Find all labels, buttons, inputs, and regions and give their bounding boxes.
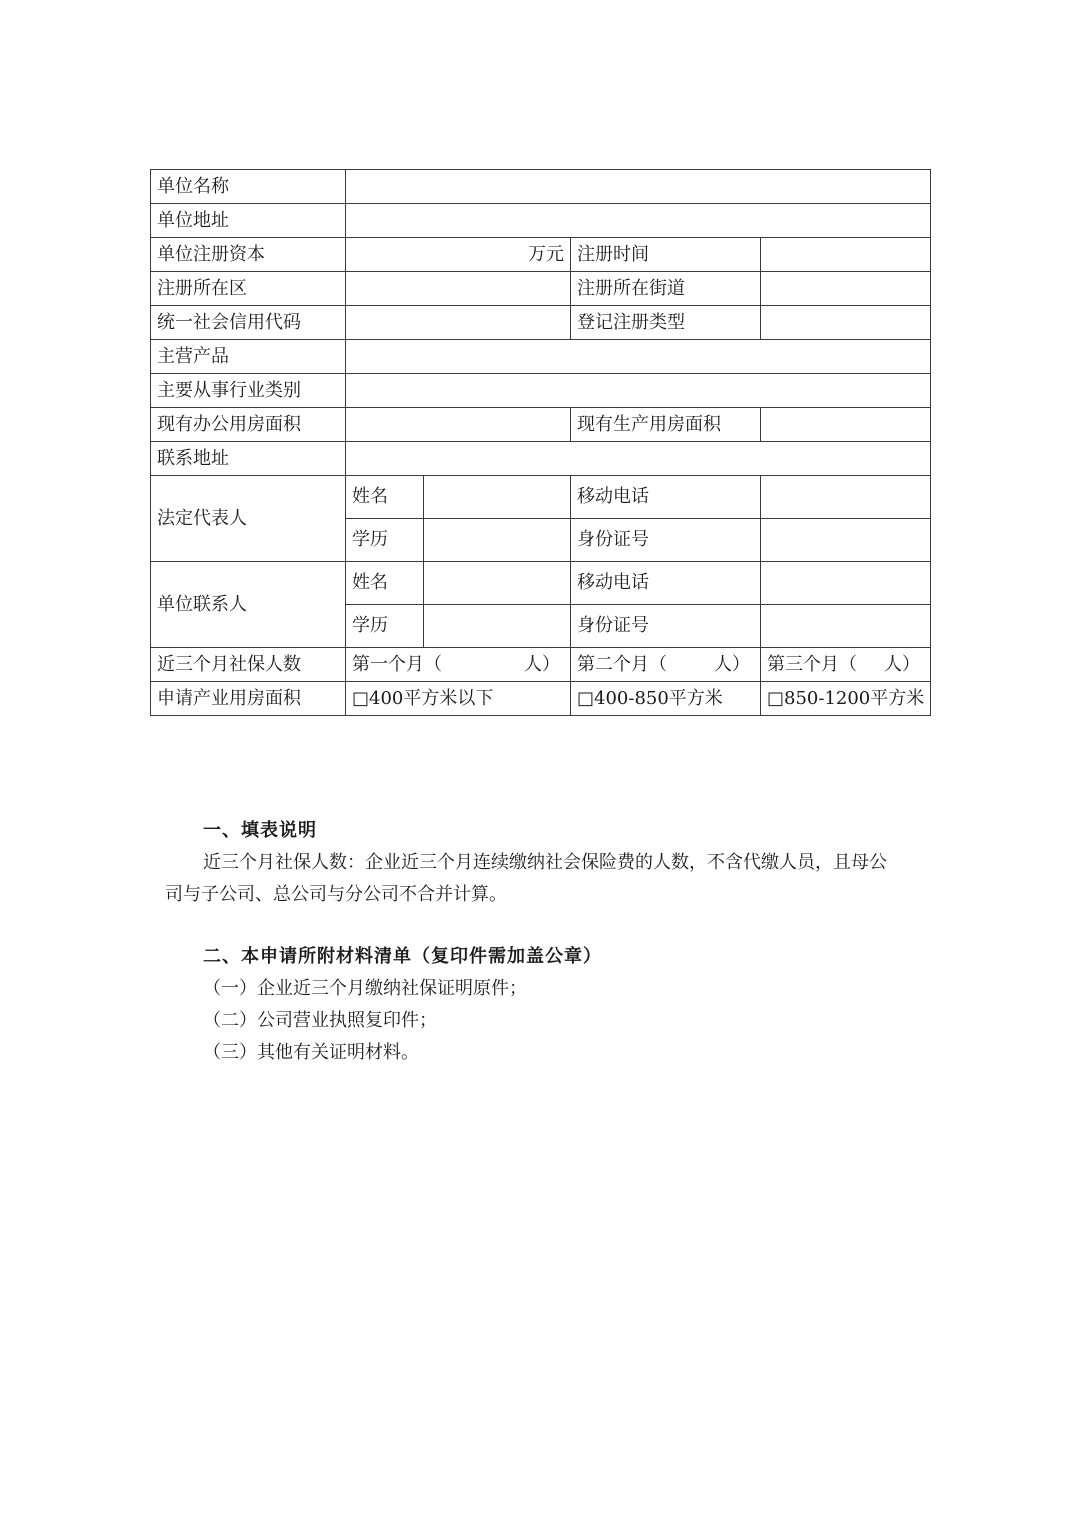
contact-mobile-label: 移动电话	[571, 562, 761, 605]
credit-code-label: 统一社会信用代码	[151, 306, 346, 340]
production-area-label: 现有生产用房面积	[571, 408, 761, 442]
month2-field[interactable]	[571, 648, 761, 682]
area-option-2-checkbox[interactable]: □400-850平方米	[571, 682, 761, 716]
list-item: （一）企业近三个月缴纳社保证明原件；	[203, 978, 527, 999]
capital-unit-label: 万元	[528, 243, 564, 265]
unit-address-label: 单位地址	[151, 204, 346, 238]
month2-label: 第二个月（	[577, 653, 667, 675]
area-option-3-checkbox[interactable]: □850-1200平方米	[761, 682, 931, 716]
table-row	[151, 340, 931, 374]
legal-rep-education-label: 学历	[346, 519, 424, 562]
main-products-label: 主营产品	[151, 340, 346, 374]
month3-field[interactable]	[761, 648, 931, 682]
notes-section	[165, 815, 925, 1069]
list-item: （三）其他有关证明材料。	[203, 1042, 419, 1063]
contact-name-label: 姓名	[346, 562, 424, 605]
legal-rep-id-label: 身份证号	[571, 519, 761, 562]
contact-address-field[interactable]	[346, 442, 931, 476]
legal-rep-label: 法定代表人	[151, 476, 346, 562]
contact-name-field[interactable]	[424, 562, 571, 605]
legal-rep-education-field[interactable]	[424, 519, 571, 562]
registered-district-label: 注册所在区	[151, 272, 346, 306]
contact-education-label: 学历	[346, 605, 424, 648]
month3-label: 第三个月（	[767, 653, 857, 675]
registered-capital-label: 单位注册资本	[151, 238, 346, 272]
person-close-label: 人）	[524, 653, 560, 675]
apply-area-label: 申请产业用房面积	[151, 682, 346, 716]
table-row	[151, 476, 931, 519]
unit-name-label: 单位名称	[151, 170, 346, 204]
table-row	[151, 204, 931, 238]
person-close-label: 人）	[884, 653, 920, 675]
table-row	[151, 272, 931, 306]
legal-rep-mobile-label: 移动电话	[571, 476, 761, 519]
table-row	[151, 170, 931, 204]
contact-address-label: 联系地址	[151, 442, 346, 476]
registration-type-field[interactable]	[761, 306, 931, 340]
main-industry-field[interactable]	[346, 374, 931, 408]
area-option-1-checkbox[interactable]: □400平方米以下	[346, 682, 571, 716]
contact-id-label: 身份证号	[571, 605, 761, 648]
contact-education-field[interactable]	[424, 605, 571, 648]
office-area-label: 现有办公用房面积	[151, 408, 346, 442]
section-heading-materials: 二、本申请所附材料清单（复印件需加盖公章）	[203, 946, 602, 967]
main-products-field[interactable]	[346, 340, 931, 374]
section-heading-instructions: 一、填表说明	[203, 820, 317, 841]
table-row	[151, 562, 931, 605]
registered-street-label: 注册所在街道	[571, 272, 761, 306]
instructions-line-1: 近三个月社保人数：企业近三个月连续缴纳社会保险费的人数，不含代缴人员，且母公	[203, 852, 887, 873]
person-close-label: 人）	[714, 653, 750, 675]
table-row	[151, 306, 931, 340]
legal-rep-mobile-field[interactable]	[761, 476, 931, 519]
legal-rep-name-field[interactable]	[424, 476, 571, 519]
table-row	[151, 682, 931, 716]
registration-type-label: 登记注册类型	[571, 306, 761, 340]
legal-rep-id-field[interactable]	[761, 519, 931, 562]
production-area-field[interactable]	[761, 408, 931, 442]
instructions-paragraph	[165, 847, 925, 911]
contact-id-field[interactable]	[761, 605, 931, 648]
main-industry-label: 主要从事行业类别	[151, 374, 346, 408]
registered-capital-field[interactable]	[346, 238, 571, 272]
registration-date-label: 注册时间	[571, 238, 761, 272]
unit-name-field[interactable]	[346, 170, 931, 204]
unit-address-field[interactable]	[346, 204, 931, 238]
instructions-line-2: 司与子公司、总公司与分公司不合并计算。	[165, 884, 507, 905]
registered-street-field[interactable]	[761, 272, 931, 306]
application-form-table	[150, 169, 931, 716]
table-row	[151, 442, 931, 476]
registered-district-field[interactable]	[346, 272, 571, 306]
social-security-label: 近三个月社保人数	[151, 648, 346, 682]
contact-mobile-field[interactable]	[761, 562, 931, 605]
month1-label: 第一个月（	[352, 653, 442, 675]
table-row	[151, 648, 931, 682]
unit-contact-label: 单位联系人	[151, 562, 346, 648]
table-row	[151, 238, 931, 272]
table-row	[151, 374, 931, 408]
registration-date-field[interactable]	[761, 238, 931, 272]
office-area-field[interactable]	[346, 408, 571, 442]
table-row	[151, 408, 931, 442]
month1-field[interactable]	[346, 648, 571, 682]
legal-rep-name-label: 姓名	[346, 476, 424, 519]
list-item: （二）公司营业执照复印件；	[203, 1010, 437, 1031]
credit-code-field[interactable]	[346, 306, 571, 340]
